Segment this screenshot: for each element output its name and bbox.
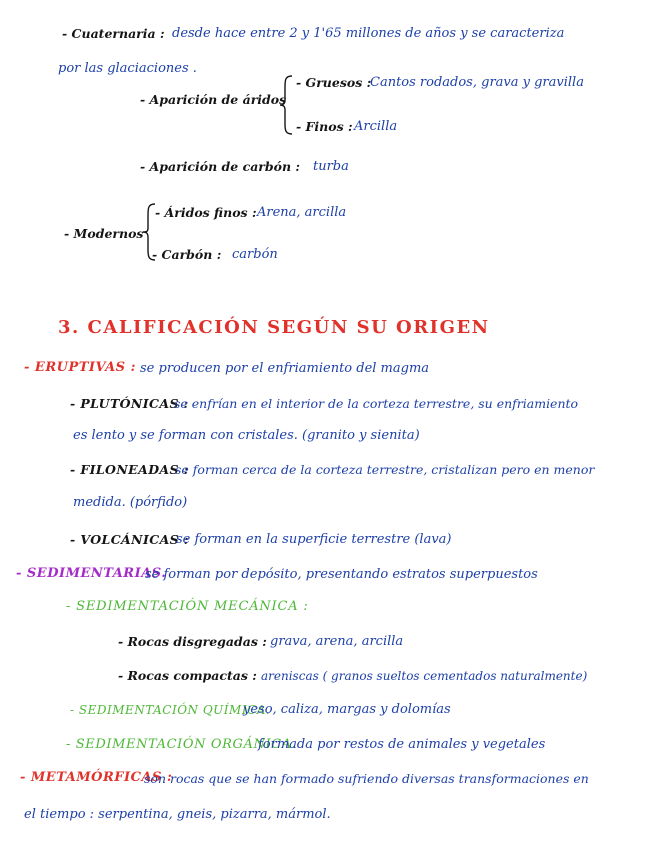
cuaternaria-label: - Cuaternaria : bbox=[62, 26, 165, 41]
filoneadas-label: - FILONEADAS : bbox=[70, 462, 189, 477]
sed-mecanica-label: - SEDIMENTACIÓN MECÁNICA : bbox=[66, 599, 309, 614]
aridos-finos-value: Arena, arcilla bbox=[257, 205, 347, 220]
carbon-value: carbón bbox=[232, 247, 278, 262]
section-title: 3. CALIFICACIÓN SEGÚN SU ORIGEN bbox=[58, 317, 490, 338]
rocas-disgregadas-label: - Rocas disgregadas : bbox=[118, 634, 267, 649]
aridos-brace bbox=[279, 74, 295, 136]
modernos-label: - Modernos bbox=[64, 226, 144, 241]
rocas-compactas-label: - Rocas compactas : bbox=[118, 668, 257, 683]
plutonicas-text: se enfrían en el interior de la corteza terrestre, su enfriamiento bbox=[174, 396, 579, 411]
sed-quimica-label: - SEDIMENTACIÓN QUÍMICA. bbox=[70, 703, 271, 717]
finos-value: Arcilla bbox=[354, 119, 398, 134]
filoneadas-cont: medida. (pórfido) bbox=[73, 495, 188, 510]
filoneadas-text: se forman cerca de la corteza terrestre, cristalizan pero en menor bbox=[175, 462, 595, 477]
finos-label: - Finos : bbox=[296, 119, 353, 134]
gruesos-value: Cantos rodados, grava y gravilla bbox=[370, 75, 584, 90]
aparicion-carbon-value: turba bbox=[313, 159, 349, 174]
rocas-compactas-value: areniscas ( granos sueltos cementados naturalmente) bbox=[261, 669, 588, 683]
sedimentarias-label: - SEDIMENTARIAS. bbox=[16, 566, 167, 581]
eruptivas-text: se producen por el enfriamiento del magma bbox=[140, 361, 430, 376]
aparicion-aridos-label: - Aparición de áridos bbox=[140, 92, 287, 107]
cuaternaria-text: desde hace entre 2 y 1'65 millones de años y se caracteriza bbox=[172, 26, 565, 41]
aparicion-carbon-label: - Aparición de carbón : bbox=[140, 159, 301, 174]
aridos-finos-label: - Áridos finos : bbox=[155, 205, 257, 220]
plutonicas-cont: es lento y se forman con cristales. (granito y sienita) bbox=[73, 428, 420, 443]
eruptivas-label: - ERUPTIVAS : bbox=[24, 360, 136, 375]
sed-organica-value: formada por restos de animales y vegetales bbox=[258, 737, 546, 752]
gruesos-label: - Gruesos : bbox=[296, 75, 372, 90]
metamorficas-cont: el tiempo : serpentina, gneis, pizarra, mármol. bbox=[24, 807, 331, 822]
carbon-label: - Carbón : bbox=[152, 247, 222, 262]
sed-quimica-value: yeso, caliza, margas y dolomías bbox=[243, 702, 451, 717]
rocas-disgregadas-value: grava, arena, arcilla bbox=[270, 634, 404, 649]
metamorficas-label: - METAMÓRFICAS : bbox=[20, 770, 173, 785]
sed-organica-label: - SEDIMENTACIÓN ORGÁNICA. bbox=[66, 737, 297, 752]
plutonicas-label: - PLUTÓNICAS : bbox=[70, 396, 189, 411]
volcanicas-label: - VOLCÁNICAS : bbox=[70, 532, 189, 547]
metamorficas-text: son rocas que se han formado sufriendo diversas transformaciones en bbox=[144, 771, 589, 786]
cuaternaria-cont: por las glaciaciones . bbox=[58, 61, 197, 76]
volcanicas-text: se forman en la superficie terrestre (lava) bbox=[176, 532, 452, 547]
sedimentarias-text: se forman por depósito, presentando estratos superpuestos bbox=[145, 567, 538, 582]
